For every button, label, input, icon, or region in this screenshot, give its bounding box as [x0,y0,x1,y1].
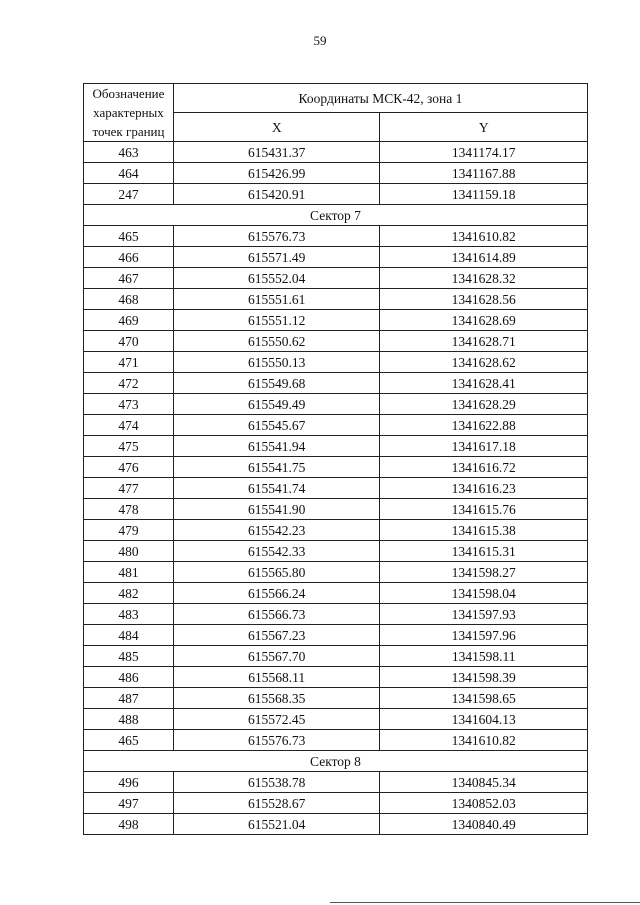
y-coordinate: 1341167.88 [380,163,588,184]
point-number: 483 [84,604,174,625]
table-row [84,289,588,310]
y-coordinate: 1341628.29 [380,394,588,415]
table-row [84,184,588,205]
table-row [84,541,588,562]
point-number: 488 [84,709,174,730]
y-coordinate: 1341615.38 [380,520,588,541]
x-coordinate: 615566.73 [173,604,380,625]
x-coordinate: 615541.74 [173,478,380,499]
table-row [84,562,588,583]
x-coordinate: 615565.80 [173,562,380,583]
table-row [84,478,588,499]
page-number: 59 [313,33,327,48]
y-coordinate: 1341598.65 [380,688,588,709]
y-coordinate: 1341598.39 [380,667,588,688]
table-row [84,331,588,352]
table-row [84,415,588,436]
x-coordinate: 615572.45 [173,709,380,730]
y-coordinate: 1341628.71 [380,331,588,352]
table-row [84,436,588,457]
table-row [84,583,588,604]
x-coordinate: 615550.62 [173,331,380,352]
table-row [84,646,588,667]
x-coordinate: 615431.37 [173,142,380,163]
table-row [84,163,588,184]
table-row [84,457,588,478]
point-number: 476 [84,457,174,478]
table-row [84,709,588,730]
x-coordinate: 615426.99 [173,163,380,184]
table-row [84,373,588,394]
table-row [84,499,588,520]
x-coordinate: 615549.49 [173,394,380,415]
y-coordinate: 1341598.04 [380,583,588,604]
coordinates-table [83,83,588,835]
point-number: 479 [84,520,174,541]
point-number: 498 [84,814,174,835]
x-coordinate: 615541.94 [173,436,380,457]
y-coordinate: 1341610.82 [380,730,588,751]
point-number: 471 [84,352,174,373]
point-number: 472 [84,373,174,394]
point-number: 482 [84,583,174,604]
x-coordinate: 615568.35 [173,688,380,709]
y-coordinate: 1341597.96 [380,625,588,646]
y-coordinate: 1341617.18 [380,436,588,457]
point-number: 485 [84,646,174,667]
x-coordinate: 615551.61 [173,289,380,310]
x-coordinate: 615571.49 [173,247,380,268]
x-coordinate: 615576.73 [173,226,380,247]
table-row [84,310,588,331]
x-coordinate: 615542.23 [173,520,380,541]
x-coordinate: 615541.75 [173,457,380,478]
page-edge-line [330,902,640,903]
y-column-header: Y [380,113,588,142]
coordinates-header: Координаты МСК-42, зона 1 [173,84,587,113]
table-row [84,625,588,646]
designation-header: Обозначение характерных точек границ [84,84,174,142]
point-number: 484 [84,625,174,646]
y-coordinate: 1341598.11 [380,646,588,667]
y-coordinate: 1341628.41 [380,373,588,394]
table-row [84,352,588,373]
point-number: 474 [84,415,174,436]
y-coordinate: 1341628.69 [380,310,588,331]
table-row [84,814,588,835]
sector-label: Сектор 8 [84,751,588,772]
x-coordinate: 615538.78 [173,772,380,793]
table-row [84,394,588,415]
x-coordinate: 615541.90 [173,499,380,520]
x-coordinate: 615550.13 [173,352,380,373]
y-coordinate: 1341159.18 [380,184,588,205]
x-coordinate: 615420.91 [173,184,380,205]
point-number: 478 [84,499,174,520]
point-number: 496 [84,772,174,793]
point-number: 475 [84,436,174,457]
sector-label: Сектор 7 [84,205,588,226]
table-row [84,520,588,541]
table-row [84,247,588,268]
y-coordinate: 1341174.17 [380,142,588,163]
x-column-header: X [173,113,380,142]
point-number: 497 [84,793,174,814]
point-number: 466 [84,247,174,268]
y-coordinate: 1341604.13 [380,709,588,730]
y-coordinate: 1341628.32 [380,268,588,289]
sector-row [84,751,588,772]
point-number: 463 [84,142,174,163]
point-number: 465 [84,730,174,751]
sector-row [84,205,588,226]
y-coordinate: 1341628.56 [380,289,588,310]
y-coordinate: 1341597.93 [380,604,588,625]
point-number: 487 [84,688,174,709]
y-coordinate: 1341616.72 [380,457,588,478]
y-coordinate: 1340840.49 [380,814,588,835]
point-number: 464 [84,163,174,184]
table-body [84,142,588,835]
x-coordinate: 615568.11 [173,667,380,688]
x-coordinate: 615552.04 [173,268,380,289]
point-number: 486 [84,667,174,688]
x-coordinate: 615545.67 [173,415,380,436]
x-coordinate: 615528.67 [173,793,380,814]
x-coordinate: 615549.68 [173,373,380,394]
point-number: 465 [84,226,174,247]
y-coordinate: 1341616.23 [380,478,588,499]
x-coordinate: 615567.23 [173,625,380,646]
table-row [84,793,588,814]
y-coordinate: 1341615.31 [380,541,588,562]
x-coordinate: 615521.04 [173,814,380,835]
y-coordinate: 1341598.27 [380,562,588,583]
y-coordinate: 1341610.82 [380,226,588,247]
table-row [84,688,588,709]
point-number: 470 [84,331,174,352]
y-coordinate: 1341615.76 [380,499,588,520]
point-number: 480 [84,541,174,562]
table-row [84,142,588,163]
y-coordinate: 1341614.89 [380,247,588,268]
x-coordinate: 615566.24 [173,583,380,604]
point-number: 481 [84,562,174,583]
y-coordinate: 1340845.34 [380,772,588,793]
point-number: 477 [84,478,174,499]
point-number: 469 [84,310,174,331]
point-number: 467 [84,268,174,289]
table-row [84,667,588,688]
table-row [84,772,588,793]
x-coordinate: 615542.33 [173,541,380,562]
table-row [84,730,588,751]
y-coordinate: 1341622.88 [380,415,588,436]
point-number: 247 [84,184,174,205]
x-coordinate: 615567.70 [173,646,380,667]
point-number: 473 [84,394,174,415]
point-number: 468 [84,289,174,310]
x-coordinate: 615576.73 [173,730,380,751]
y-coordinate: 1341628.62 [380,352,588,373]
y-coordinate: 1340852.03 [380,793,588,814]
table-row [84,226,588,247]
table-row [84,268,588,289]
x-coordinate: 615551.12 [173,310,380,331]
table-row [84,604,588,625]
